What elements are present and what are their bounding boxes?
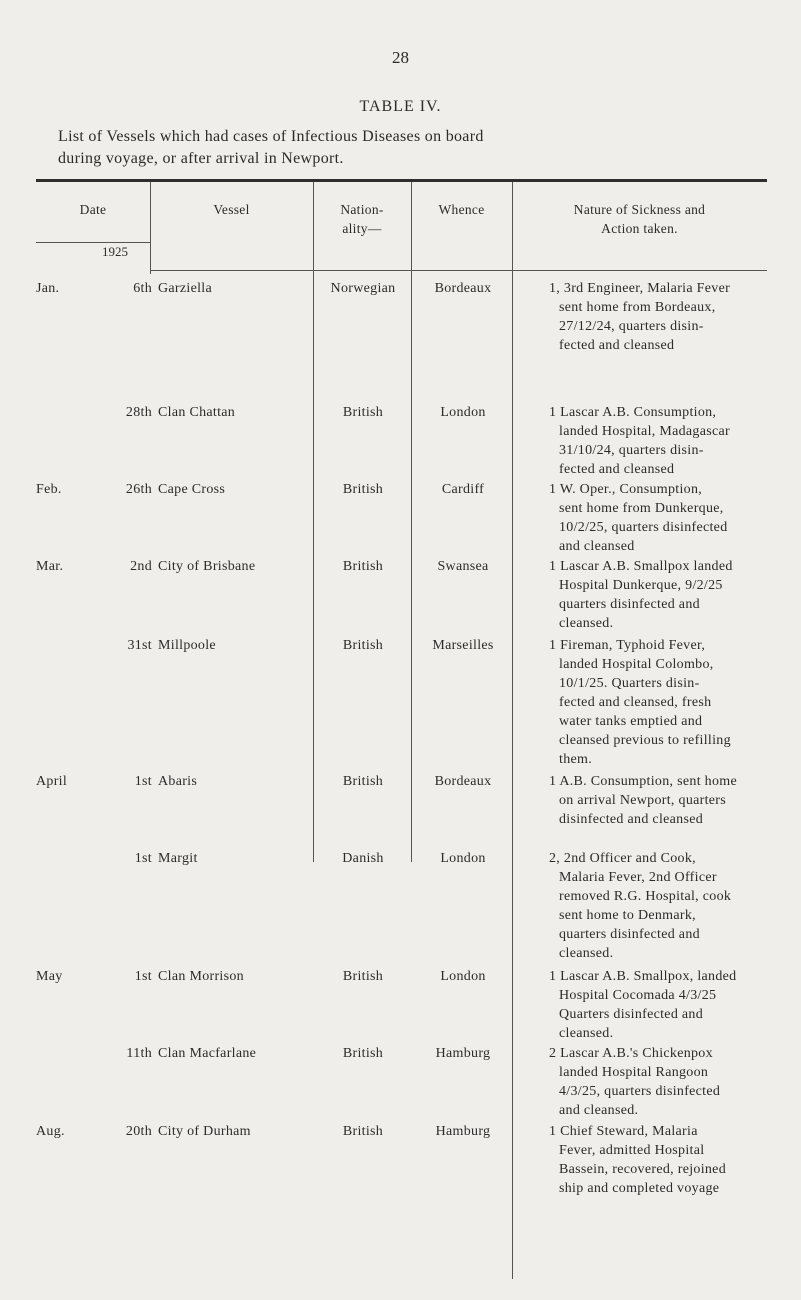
header-date: Date <box>79 202 107 217</box>
row-nature <box>549 967 754 1043</box>
nature-line: 1 Lascar A.B. Consumption, <box>549 405 717 420</box>
nature-line: sent home from Bordeaux, <box>559 300 716 315</box>
nature-line: 1 Fireman, Typhoid Fever, <box>549 638 706 653</box>
row-nature <box>549 1122 754 1198</box>
nature-line: 31/10/24, quarters disin- <box>559 443 704 458</box>
nature-line: Hospital Dunkerque, 9/2/25 <box>559 578 723 593</box>
nature-line: on arrival Newport, quarters <box>559 793 727 808</box>
header-line: Nature of Sickness and <box>573 202 706 217</box>
row-vessel: Margit <box>158 851 198 866</box>
row-day: 1st <box>134 969 152 984</box>
nature-line: cleansed. <box>559 616 614 631</box>
row-nature <box>549 279 754 355</box>
row-day: 26th <box>125 482 152 497</box>
nature-line: quarters disinfected and <box>559 597 700 612</box>
nature-line: Hospital Cocomada 4/3/25 <box>559 988 717 1003</box>
header-nature <box>512 200 767 238</box>
row-whence: London <box>440 969 486 984</box>
row-nationality: British <box>342 638 384 653</box>
nature-line: landed Hospital Colombo, <box>559 657 714 672</box>
row-nature <box>549 772 754 829</box>
nature-line: 2, 2nd Officer and Cook, <box>549 851 696 866</box>
page-number: 28 <box>392 48 409 67</box>
header-rule <box>150 270 767 271</box>
nature-line: 1, 3rd Engineer, Malaria Fever <box>549 281 731 296</box>
nature-line: landed Hospital Rangoon <box>559 1065 709 1080</box>
row-day: 6th <box>133 281 152 296</box>
header-line: Action taken. <box>601 221 678 236</box>
row-nature <box>549 403 754 479</box>
row-day: 28th <box>125 405 152 420</box>
column-divider <box>512 182 513 1279</box>
row-month: April <box>36 774 68 789</box>
row-vessel: Cape Cross <box>158 482 226 497</box>
table-top-rule <box>36 179 767 182</box>
nature-line: 2 Lascar A.B.'s Chickenpox <box>549 1046 713 1061</box>
caption-line: during voyage, or after arrival in Newport. <box>58 150 344 167</box>
row-whence: Marseilles <box>432 638 494 653</box>
row-nationality: British <box>342 482 384 497</box>
row-nature <box>549 480 754 556</box>
row-whence: Hamburg <box>435 1046 491 1061</box>
row-whence: London <box>440 851 486 866</box>
year-label: 1925 <box>102 244 128 259</box>
nature-line: 1 Chief Steward, Malaria <box>549 1124 698 1139</box>
nature-line: disinfected and cleansed <box>559 812 704 827</box>
header-vessel: Vessel <box>213 202 250 217</box>
nature-line: cleansed previous to refilling <box>559 733 731 748</box>
row-day: 1st <box>134 774 152 789</box>
row-nature <box>549 636 754 769</box>
nature-line: fected and cleansed <box>559 462 675 477</box>
header-whence: Whence <box>438 202 485 217</box>
row-vessel: Clan Morrison <box>158 969 244 984</box>
table-caption <box>58 126 758 170</box>
row-day: 2nd <box>130 559 152 574</box>
row-vessel: Clan Macfarlane <box>158 1046 257 1061</box>
nature-line: 1 W. Oper., Consumption, <box>549 482 703 497</box>
nature-line: quarters disinfected and <box>559 927 700 942</box>
nature-line: fected and cleansed <box>559 338 675 353</box>
row-day: 11th <box>126 1046 152 1061</box>
nature-line: 10/1/25. Quarters disin- <box>559 676 700 691</box>
row-month: May <box>36 969 63 984</box>
row-day: 20th <box>125 1124 152 1139</box>
row-day: 31st <box>127 638 152 653</box>
row-vessel: City of Brisbane <box>158 559 256 574</box>
row-vessel: Abaris <box>158 774 198 789</box>
row-whence: Cardiff <box>441 482 485 497</box>
nature-line: fected and cleansed, fresh <box>559 695 712 710</box>
nature-line: removed R.G. Hospital, cook <box>559 889 732 904</box>
row-nationality: British <box>342 969 384 984</box>
row-nationality: Norwegian <box>330 281 396 296</box>
nature-line: Malaria Fever, 2nd Officer <box>559 870 717 885</box>
row-whence: Swansea <box>437 559 489 574</box>
row-month: Feb. <box>36 482 62 497</box>
nature-line: Quarters disinfected and <box>559 1007 704 1022</box>
row-vessel: Millpoole <box>158 638 216 653</box>
nature-line: 1 A.B. Consumption, sent home <box>549 774 737 789</box>
row-nature <box>549 849 754 963</box>
row-month: Mar. <box>36 559 64 574</box>
row-vessel: Clan Chattan <box>158 405 236 420</box>
nature-line: 1 Lascar A.B. Smallpox landed <box>549 559 733 574</box>
row-nature <box>549 557 754 633</box>
nature-line: sent home to Denmark, <box>559 908 696 923</box>
row-nationality: British <box>342 1046 384 1061</box>
row-whence: Bordeaux <box>434 281 492 296</box>
nature-line: and cleansed <box>559 539 635 554</box>
nature-line: Fever, admitted Hospital <box>559 1143 705 1158</box>
header-line: Nation- <box>340 202 384 217</box>
row-vessel: City of Durham <box>158 1124 251 1139</box>
table-title: TABLE IV. <box>359 98 442 115</box>
caption-line: List of Vessels which had cases of Infectious Diseases on board <box>58 128 484 145</box>
row-whence: Bordeaux <box>434 774 492 789</box>
row-month: Jan. <box>36 281 60 296</box>
nature-line: them. <box>559 752 592 767</box>
nature-line: cleansed. <box>559 1026 614 1041</box>
nature-line: and cleansed. <box>559 1103 639 1118</box>
row-whence: London <box>440 405 486 420</box>
row-nationality: British <box>342 774 384 789</box>
row-day: 1st <box>134 851 152 866</box>
nature-line: 10/2/25, quarters disinfected <box>559 520 728 535</box>
nature-line: ship and completed voyage <box>559 1181 720 1196</box>
header-nationality <box>313 200 411 238</box>
nature-line: 4/3/25, quarters disinfected <box>559 1084 721 1099</box>
nature-line: landed Hospital, Madagascar <box>559 424 730 439</box>
date-header-rule <box>36 242 150 243</box>
nature-line: water tanks emptied and <box>559 714 703 729</box>
row-nationality: Danish <box>342 851 384 866</box>
row-nationality: British <box>342 405 384 420</box>
row-month: Aug. <box>36 1124 65 1139</box>
row-nature <box>549 1044 754 1120</box>
header-line: ality— <box>342 221 382 236</box>
row-whence: Hamburg <box>435 1124 491 1139</box>
nature-line: cleansed. <box>559 946 614 961</box>
nature-line: 1 Lascar A.B. Smallpox, landed <box>549 969 737 984</box>
nature-line: Bassein, recovered, rejoined <box>559 1162 727 1177</box>
row-nationality: British <box>342 1124 384 1139</box>
nature-line: 27/12/24, quarters disin- <box>559 319 704 334</box>
row-vessel: Garziella <box>158 281 212 296</box>
column-divider <box>150 182 151 274</box>
nature-line: sent home from Dunkerque, <box>559 501 724 516</box>
row-nationality: British <box>342 559 384 574</box>
